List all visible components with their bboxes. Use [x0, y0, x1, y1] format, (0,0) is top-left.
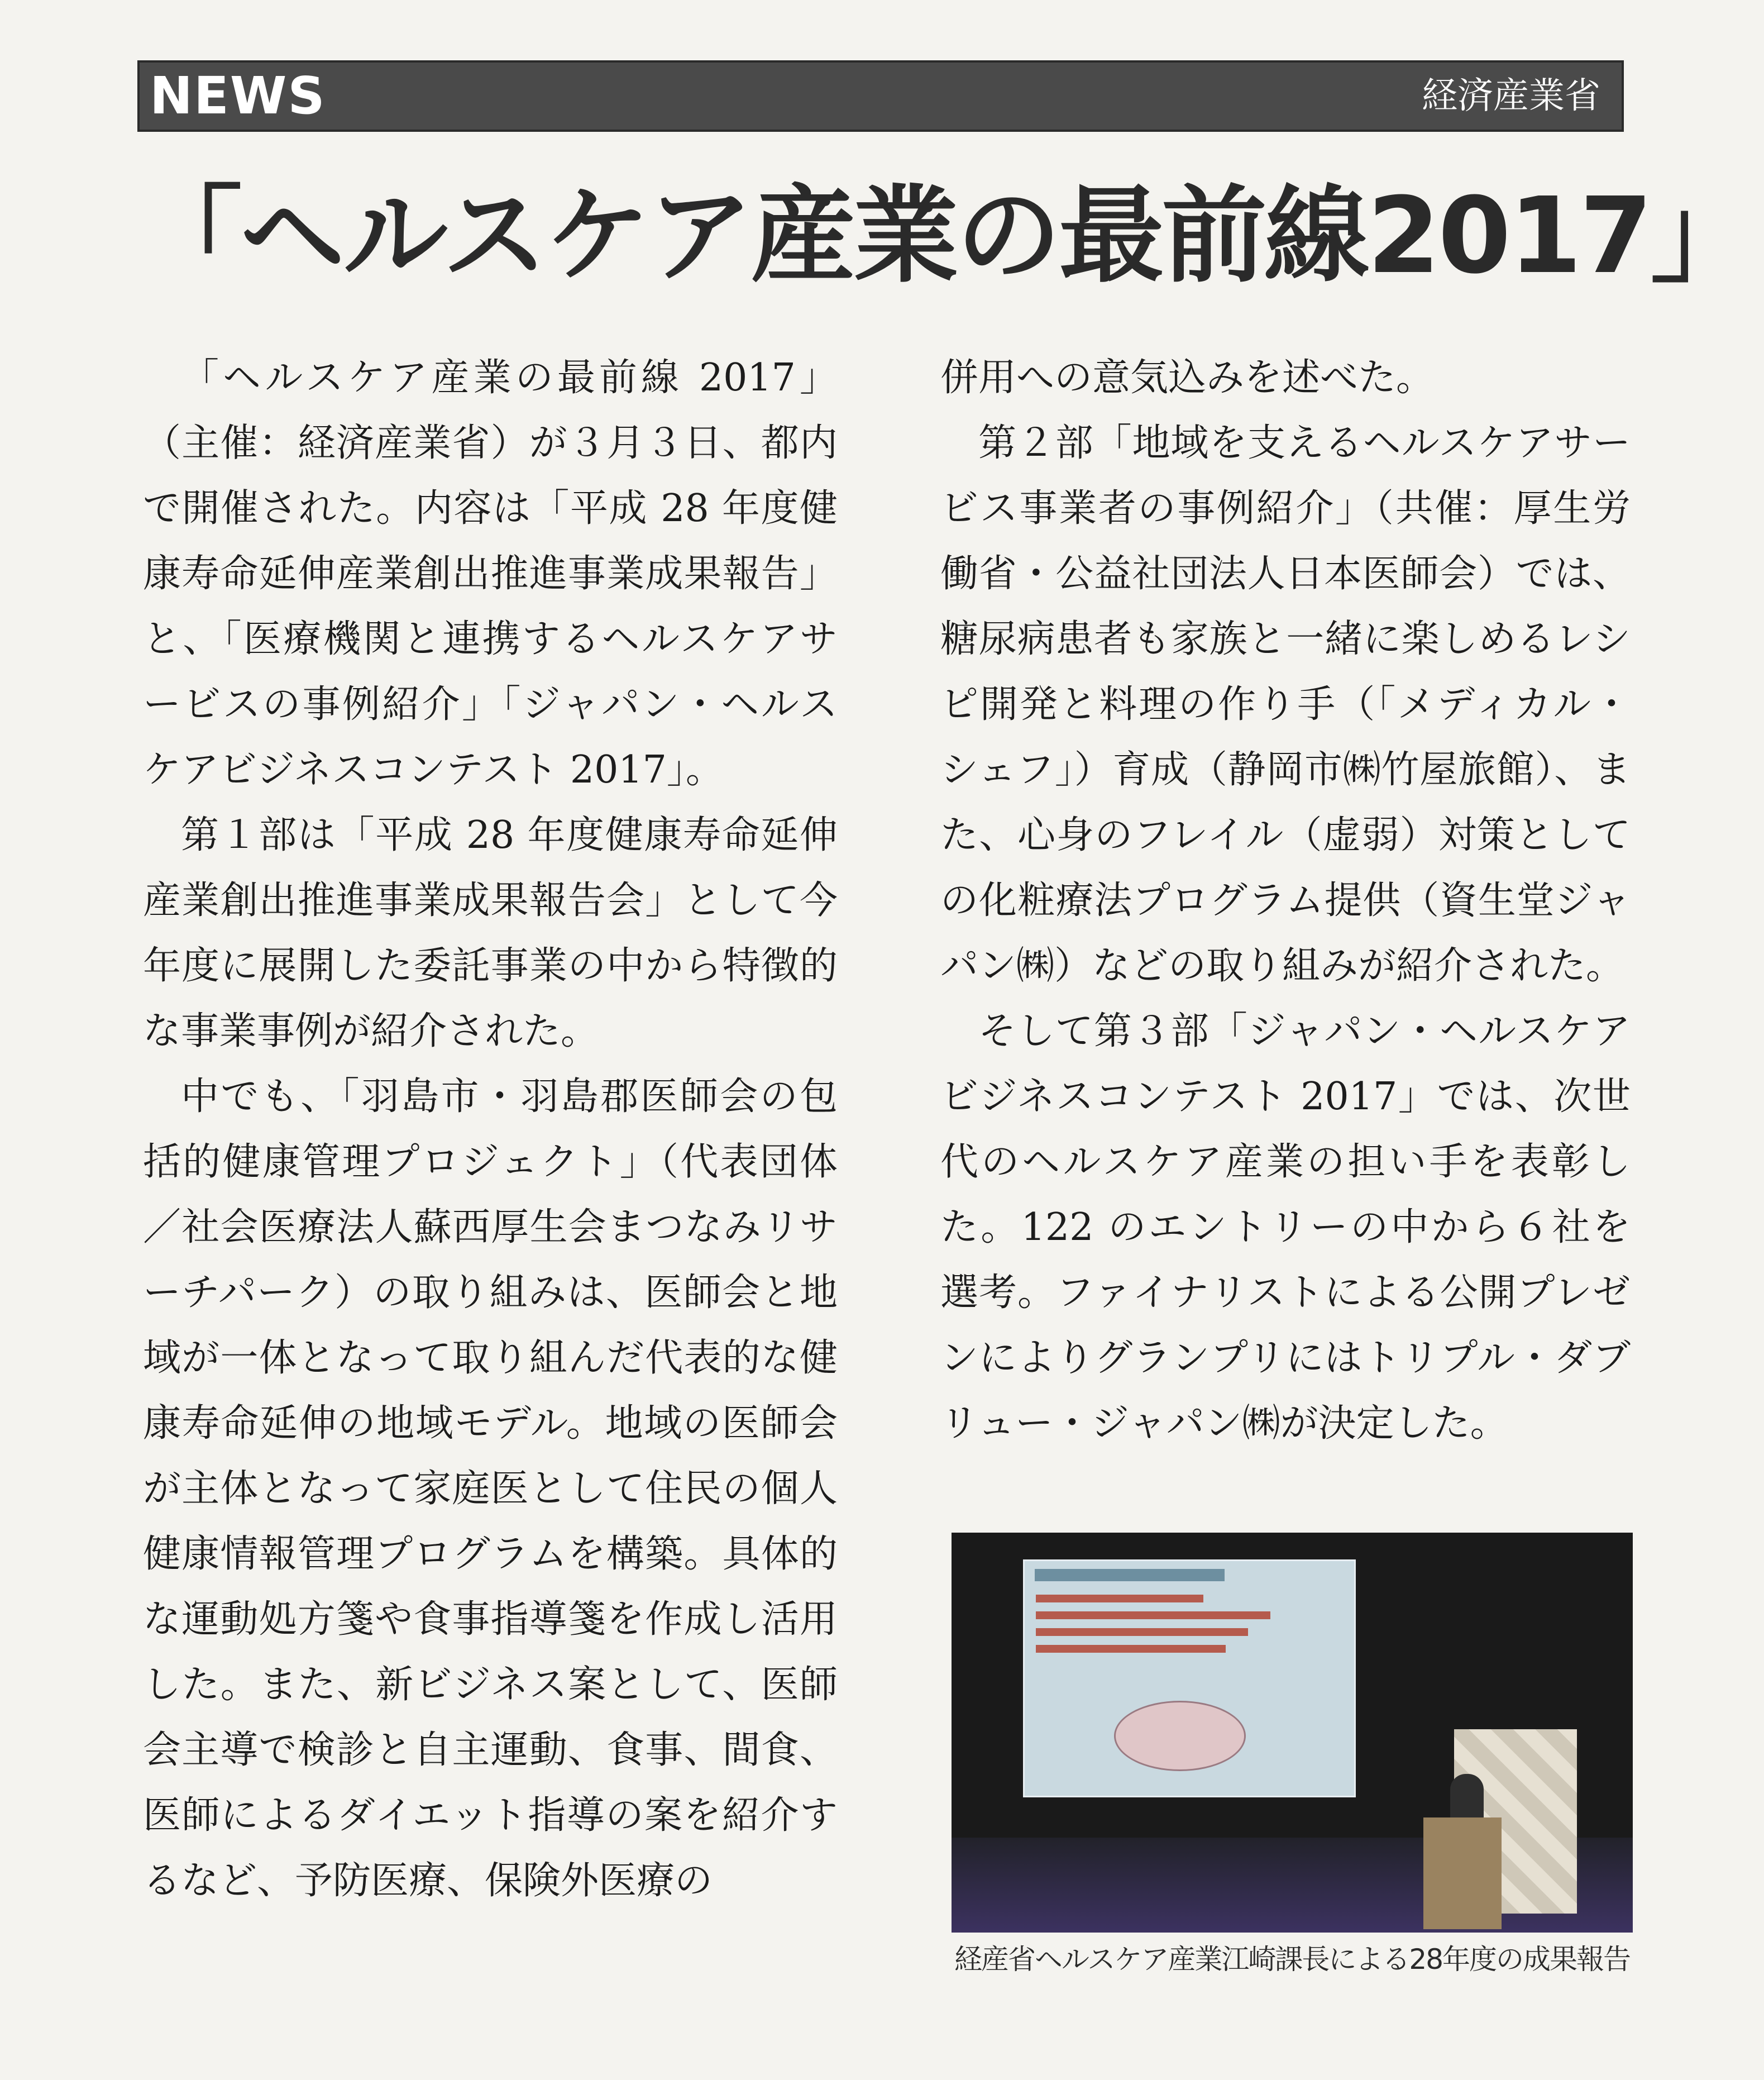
slide-line	[1036, 1645, 1226, 1653]
photo-caption: 経産省ヘルスケア産業江崎課長による28年度の成果報告	[954, 1943, 1631, 1976]
paragraph-continued: 併用への意気込みを述べた。	[940, 356, 1435, 400]
slide-line	[1036, 1595, 1203, 1602]
news-tag: NEWS	[150, 66, 326, 126]
slide-diagram	[1114, 1701, 1246, 1771]
section-banner	[137, 60, 1624, 132]
podium	[1423, 1817, 1502, 1929]
slide-line	[1036, 1628, 1248, 1636]
left-column	[143, 345, 838, 1914]
projection-screen	[1023, 1559, 1356, 1797]
right-column	[940, 345, 1631, 1456]
article-headline: 「ヘルスケア産業の最前線2017」	[137, 175, 1753, 297]
ministry-label: 経済産業省	[1422, 75, 1600, 117]
paragraph-intro: 「ヘルスケア産業の最前線 2017」（主催：経済産業省）が３月３日、都内で開催された。内容は「平成 28 年度健康寿命延伸産業創出推進事業成果報告」と、「医療機関と連携するヘルスケアサービスの事例紹介」「ジャパン・ヘルスケアビジネスコンテスト 2017」。	[143, 356, 838, 792]
paragraph-hashima: 中でも、「羽島市・羽島郡医師会の包括的健康管理プロジェクト」（代表団体／社会医療法人蘇西厚生会まつなみリサーチパーク）の取り組みは、医師会と地域が一体となって取り組んだ代表的な健康寿命延伸の地域モデル。地域の医師会が主体となって家庭医として住民の個人健康情報管理プログラムを構築。具体的な運動処方箋や食事指導箋を作成し活用した。また、新ビジネス案として、医師会主導で検診と自主運動、食事、間食、医師によるダイエット指導の案を紹介するなど、予防医療、保険外医療の	[143, 1075, 838, 1903]
paragraph-part1: 第１部は「平成 28 年度健康寿命延伸産業創出推進事業成果報告会」として今年度に展開した委託事業の中から特徴的な事業事例が紹介された。	[143, 813, 838, 1053]
slide-line	[1036, 1611, 1270, 1619]
slide-title-bar	[1035, 1569, 1225, 1581]
event-photo	[952, 1533, 1633, 1933]
paragraph-part3: そして第３部「ジャパン・ヘルスケアビジネスコンテスト 2017」では、次世代のヘルスケア産業の担い手を表彰した。122 のエントリーの中から６社を選考。ファイナリストによる公開プレゼンによりグランプリにはトリプル・ダブリュー・ジャパン㈱が決定した。	[940, 1009, 1631, 1445]
paragraph-part2: 第２部「地域を支えるヘルスケアサービス事業者の事例紹介」（共催：厚生労働省・公益社団法人日本医師会）では、糖尿病患者も家族と一緒に楽しめるレシピ開発と料理の作り手（「メディカル・シェフ」）育成（静岡市㈱竹屋旅館）、また、心身のフレイル（虚弱）対策としての化粧療法プログラム提供（資生堂ジャパン㈱）などの取り組みが紹介された。	[940, 421, 1631, 988]
